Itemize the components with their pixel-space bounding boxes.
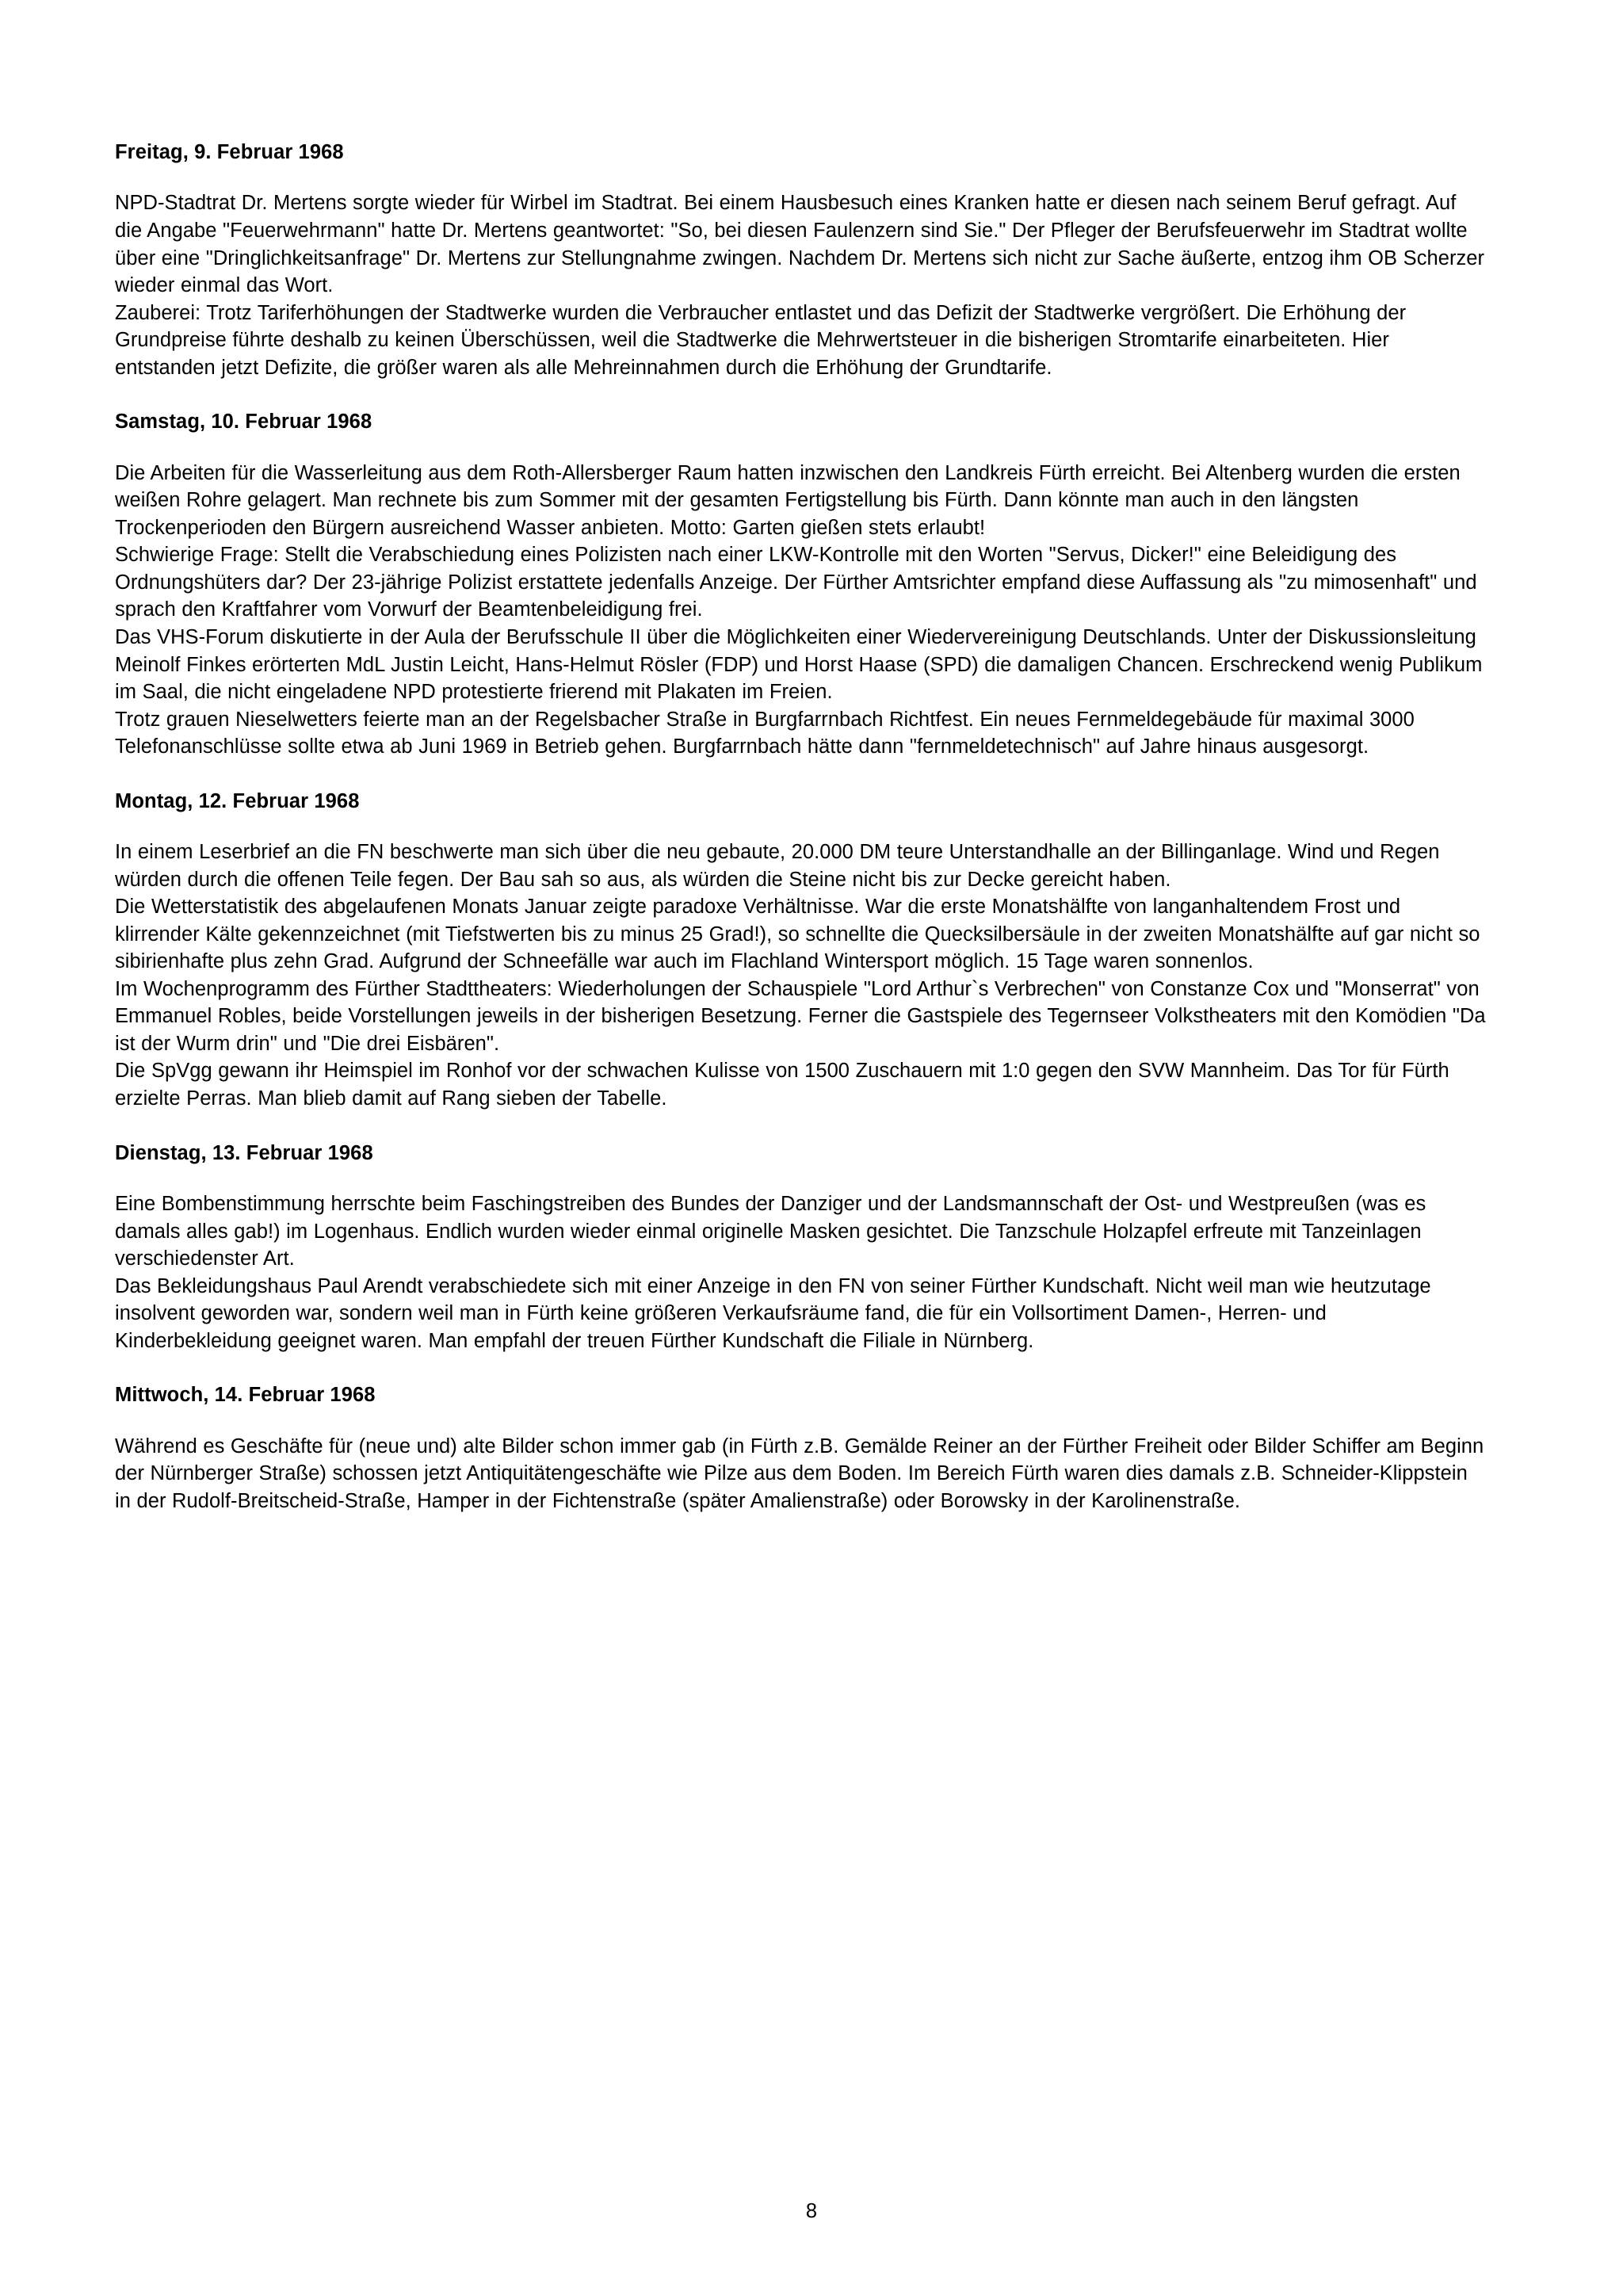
day-body: [115, 1433, 1486, 1515]
paragraph: NPD-Stadtrat Dr. Mertens sorgte wieder für Wirbel im Stadtrat. Bei einem Hausbesuch eines Kranken hatte er diesen nach seinem Beruf gefragt. Auf die Angabe "Feuerwehrmann" hatte Dr. Mertens geantwortet: "So, bei diesen Faulenzern sind Sie." Der Pfleger der Berufsfeuerwehr im Stadtrat wollte über eine "Dringlichkeitsanfrage" Dr. Mertens zur Stellungnahme zwingen. Nachdem Dr. Mertens sich nicht zur Sache äußerte, entzog ihm OB Scherzer wieder einmal das Wort.: [115, 192, 1485, 297]
day-section: [115, 139, 1486, 381]
paragraph: Trotz grauen Nieselwetters feierte man an der Regelsbacher Straße in Burgfarrnbach Richtfest. Ein neues Fernmeldegebäude für maximal 3000 Telefonanschlüsse sollte etwa ab Juni 1969 in Betrieb gehen. Burgfarrnbach hätte dann "fernmeldetechnisch" auf Jahre hinaus ausgesorgt.: [115, 708, 1415, 758]
day-heading: Samstag, 10. Februar 1968: [115, 411, 372, 434]
paragraph: Zauberei: Trotz Tariferhöhungen der Stadtwerke wurden die Verbraucher entlastet und das Defizit der Stadtwerke vergrößert. Die Erhöhung der Grundpreise führte deshalb zu keinen Überschüssen, weil die Stadtwerke die Mehrwertsteuer in die bisherigen Stromtarife einarbeiteten. Hier entstanden jetzt Defizite, die größer waren als alle Mehreinnahmen durch die Erhöhung der Grundtarife.: [115, 301, 1407, 379]
document-body: [115, 139, 1486, 1515]
page-number: 8: [805, 2199, 818, 2222]
paragraph: Das VHS-Forum diskutierte in der Aula der Berufsschule II über die Möglichkeiten einer Wiedervereinigung Deutschlands. Unter der Diskussionsleitung Meinolf Finkes erörterten MdL Justin Leicht, Hans-Helmut Rösler (FDP) und Horst Haase (SPD) die damaligen Chancen. Erschreckend wenig Publikum im Saal, die nicht eingeladene NPD protestierte frierend mit Plakaten im Freien.: [115, 625, 1483, 704]
paragraph: Die SpVgg gewann ihr Heimspiel im Ronhof vor der schwachen Kulisse von 1500 Zuschauern mit 1:0 gegen den SVW Mannheim. Das Tor für Fürth erzielte Perras. Man blieb damit auf Rang sieben der Tabelle.: [115, 1060, 1449, 1110]
day-heading: Montag, 12. Februar 1968: [115, 789, 360, 812]
paragraph: Eine Bombenstimmung herrschte beim Faschingstreiben des Bundes der Danziger und der Landsmannschaft der Ost- und Westpreußen (was es damals alles gab!) im Logenhaus. Endlich wurden wieder einmal originelle Masken gesichtet. Die Tanzschule Holzapfel erfreute mit Tanzeinlagen verschiedenster Art.: [115, 1193, 1426, 1270]
paragraph: In einem Leserbrief an die FN beschwerte man sich über die neu gebaute, 20.000 DM teure Unterstandhalle an der Billinganlage. Wind und Regen würden durch die offenen Teile fegen. Der Bau sah so aus, als würden die Steine nicht bis zur Decke gereicht haben.: [115, 841, 1440, 891]
paragraph: Die Arbeiten für die Wasserleitung aus dem Roth-Allersberger Raum hatten inzwischen den Landkreis Fürth erreicht. Bei Altenberg wurden die ersten weißen Rohre gelagert. Man rechnete bis zum Sommer mit der gesamten Fertigstellung bis Fürth. Dann könnte man auch in den längsten Trockenperioden den Bürgern ausreichend Wasser anbieten. Motto: Garten gießen stets erlaubt!: [115, 461, 1461, 539]
day-section: [115, 408, 1486, 760]
paragraph: Die Wetterstatistik des abgelaufenen Monats Januar zeigte paradoxe Verhältnisse. War die erste Monatshälfte von langanhaltendem Frost und klirrender Kälte gekennzeichnet (mit Tiefstwerten bis zu minus 25 Grad!), so schnellte die Quecksilbersäule in der zweiten Monatshälfte auf gar nicht so sibirienhafte plus zehn Grad. Aufgrund der Schneefälle war auch im Flachland Wintersport möglich. 15 Tage waren sonnenlos.: [115, 896, 1480, 973]
paragraph: Während es Geschäfte für (neue und) alte Bilder schon immer gab (in Fürth z.B. Gemälde Reiner an der Fürther Freiheit oder Bilder Schiffer am Beginn der Nürnberger Straße) schossen jetzt Antiquitätengeschäfte wie Pilze aus dem Boden. Im Bereich Fürth waren dies damals z.B. Schneider-Klippstein in der Rudolf-Breitscheid-Straße, Hamper in der Fichtenstraße (später Amalienstraße) oder Borowsky in der Karolinenstraße.: [115, 1435, 1484, 1512]
day-section: [115, 1140, 1486, 1355]
day-heading: Freitag, 9. Februar 1968: [115, 141, 344, 163]
day-body: [115, 1190, 1486, 1354]
day-body: [115, 189, 1486, 381]
day-body: [115, 839, 1486, 1112]
day-heading: Dienstag, 13. Februar 1968: [115, 1141, 373, 1164]
paragraph: Schwierige Frage: Stellt die Verabschiedung eines Polizisten nach einer LKW-Kontrolle mit den Worten "Servus, Dicker!" eine Beleidigung des Ordnungshüters dar? Der 23-jährige Polizist erstattete jedenfalls Anzeige. Der Fürther Amtsrichter empfand diese Auffassung als "zu mimosenhaft" und sprach den Kraftfahrer vom Vorwurf der Beamtenbeleidigung frei.: [115, 544, 1477, 621]
paragraph: Das Bekleidungshaus Paul Arendt verabschiedete sich mit einer Anzeige in den FN von seiner Fürther Kundschaft. Nicht weil man wie heutzutage insolvent geworden war, sondern weil man in Fürth keine größeren Verkaufsräume fand, die für ein Vollsortiment Damen-, Herren- und Kinderbekleidung geeignet waren. Man empfahl der treuen Fürther Kundschaft die Filiale in Nürnberg.: [115, 1274, 1431, 1352]
day-heading: Mittwoch, 14. Februar 1968: [115, 1384, 376, 1407]
day-section: [115, 788, 1486, 1113]
day-section: [115, 1381, 1486, 1515]
paragraph: Im Wochenprogramm des Fürther Stadttheaters: Wiederholungen der Schauspiele "Lord Arthur`s Verbrechen" von Constanze Cox und "Monserrat" von Emmanuel Robles, beide Vorstellungen jeweils in der bisherigen Besetzung. Ferner die Gastspiele des Tegernseer Volkstheaters mit den Komödien "Da ist der Wurm drin" und "Die drei Eisbären".: [115, 977, 1486, 1055]
day-body: [115, 460, 1486, 761]
